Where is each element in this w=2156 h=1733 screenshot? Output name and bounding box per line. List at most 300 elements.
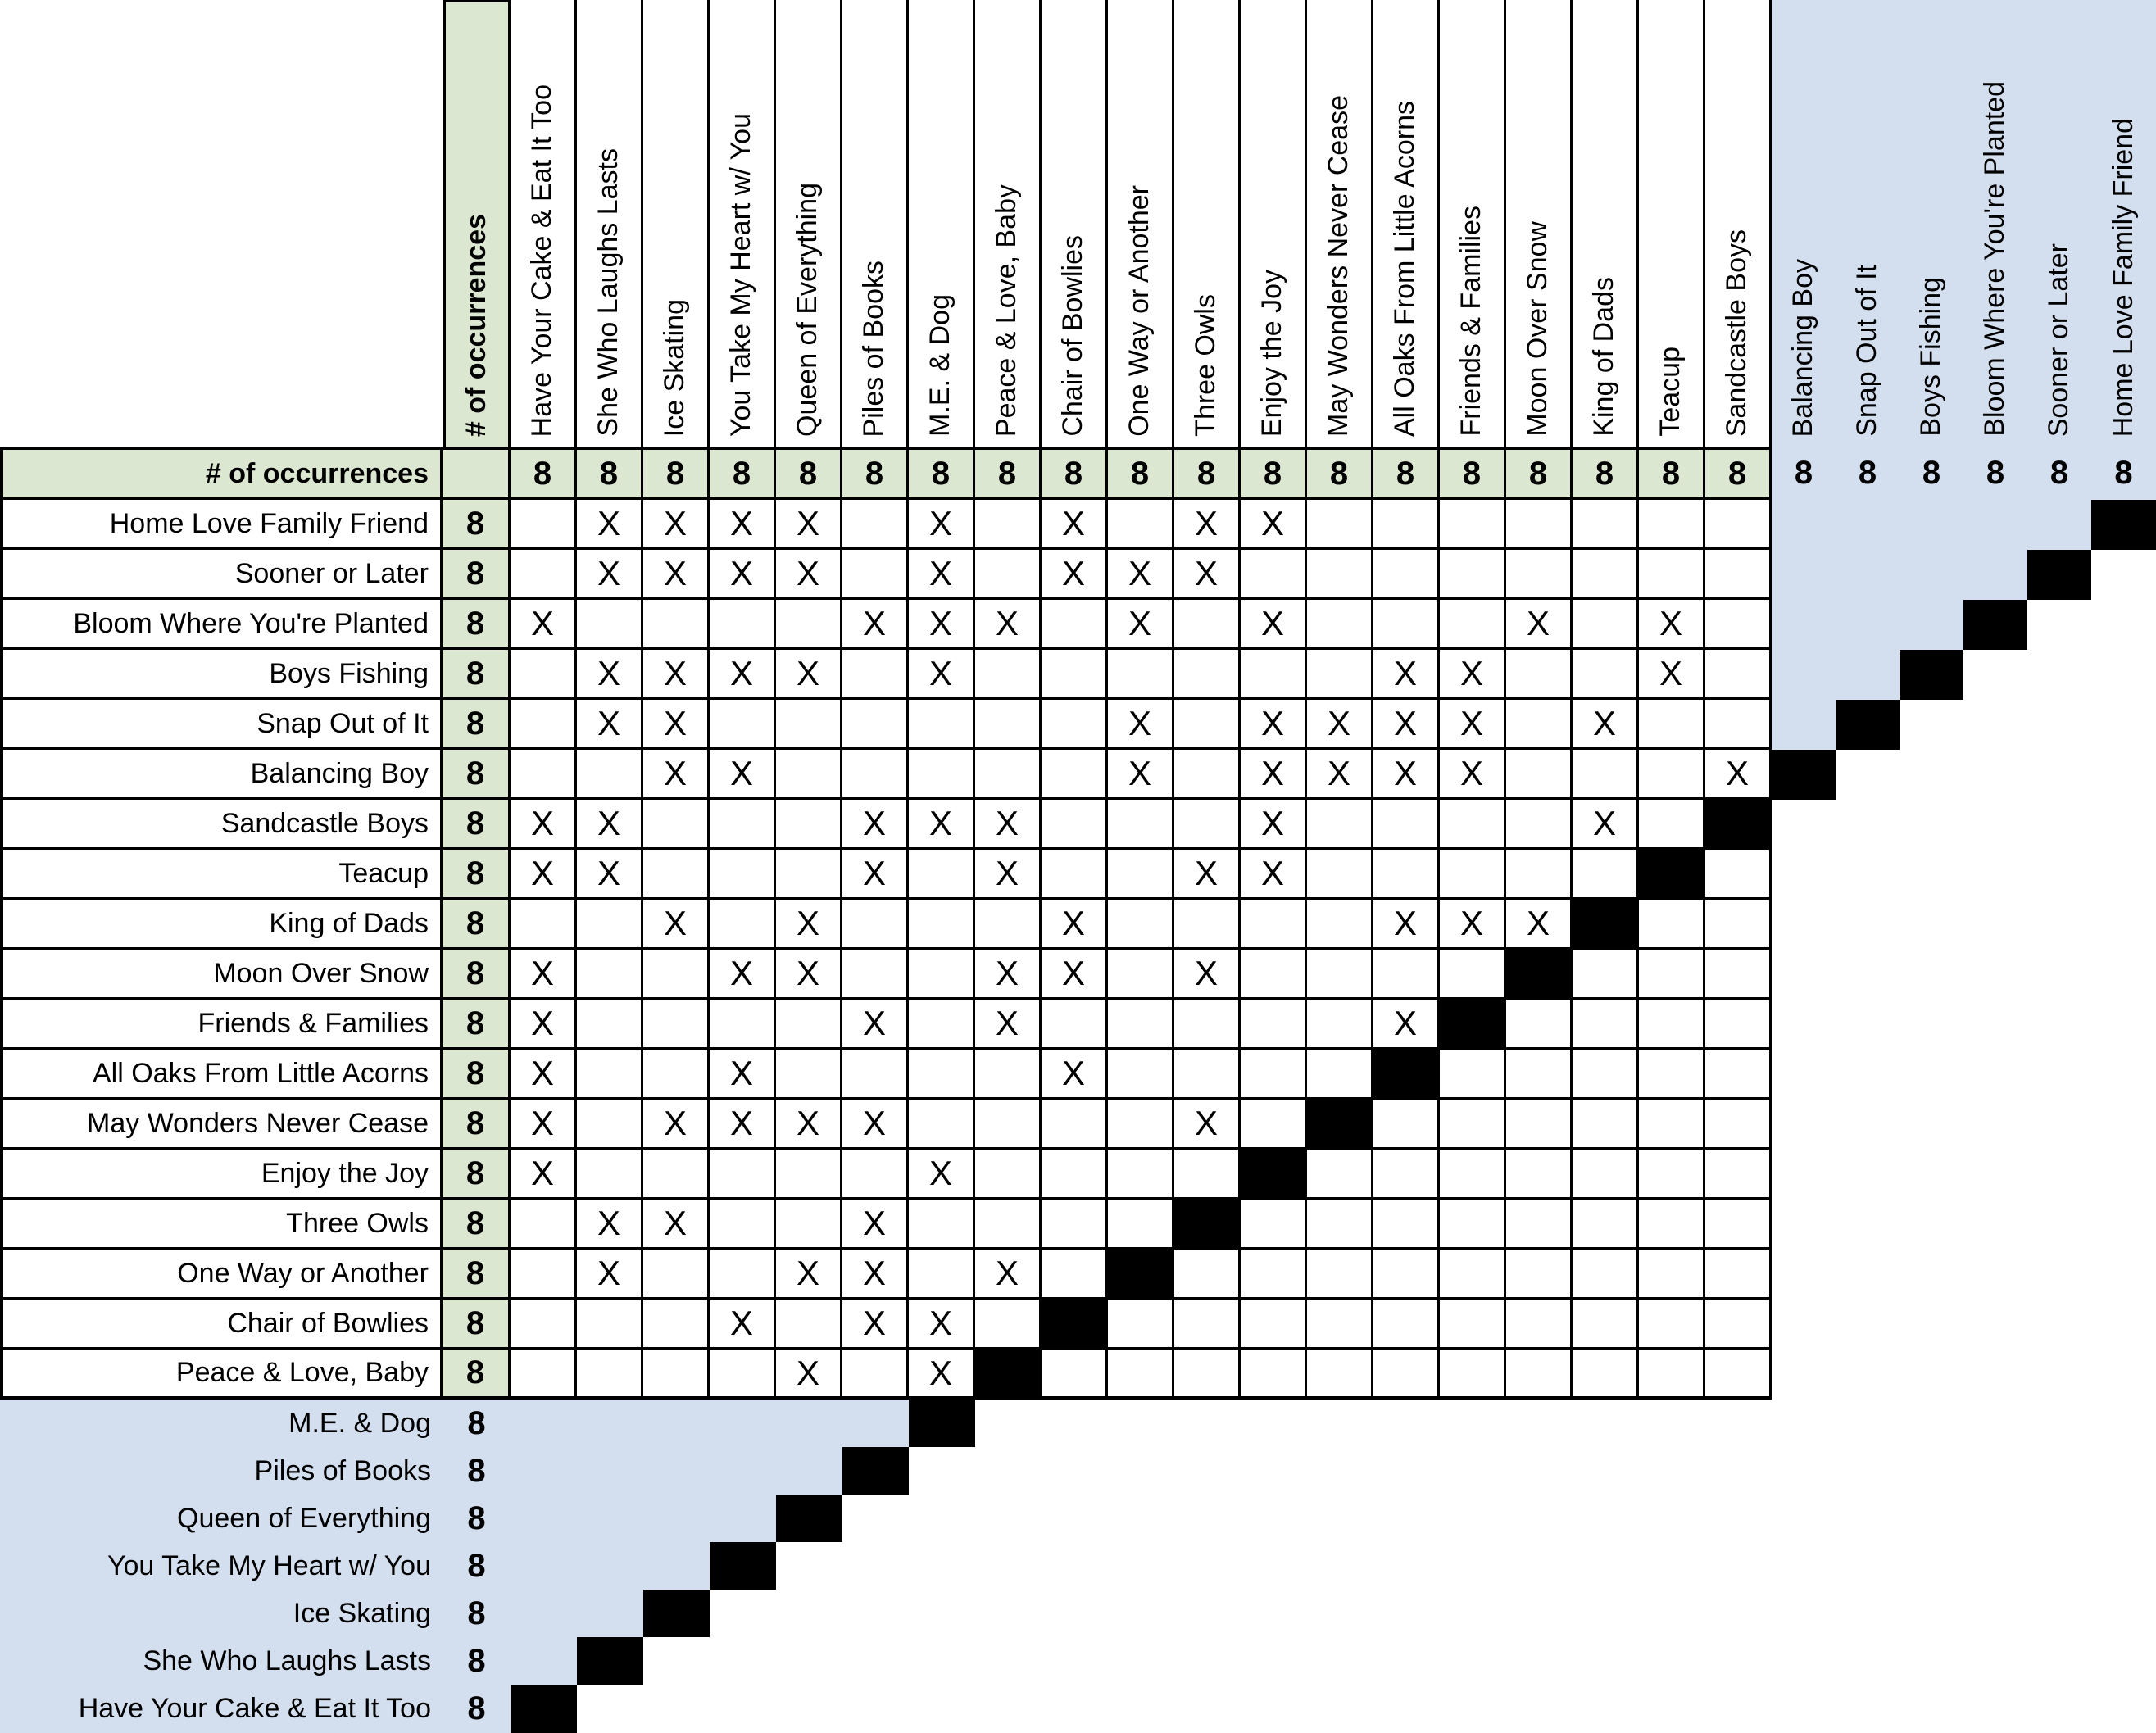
cooccurrence-empty-cell bbox=[577, 950, 643, 1000]
outside-cell bbox=[1900, 700, 1963, 750]
outside-cell bbox=[1241, 1590, 1307, 1637]
cooccurrence-empty-cell bbox=[1440, 550, 1506, 600]
occurrence-count-cell: 8 bbox=[1373, 447, 1440, 500]
outside-cell bbox=[1900, 1447, 1963, 1495]
outside-cell bbox=[1174, 1495, 1241, 1542]
outside-cell bbox=[1506, 1685, 1573, 1733]
outside-cell bbox=[2027, 1400, 2091, 1447]
outside-cell bbox=[1373, 1542, 1440, 1590]
outside-cell bbox=[1241, 1495, 1307, 1542]
outside-cell bbox=[2027, 1542, 2091, 1590]
outside-cell bbox=[1963, 1447, 2027, 1495]
cooccurrence-empty-cell bbox=[1705, 500, 1772, 550]
cooccurrence-empty-cell bbox=[1174, 1150, 1241, 1200]
cooccurrence-empty-cell bbox=[975, 1050, 1042, 1100]
occurrence-count-cell: 8 bbox=[443, 550, 511, 600]
cooccurrence-empty-cell bbox=[1307, 950, 1373, 1000]
cooccurrence-empty-cell bbox=[1440, 1250, 1506, 1300]
outside-cell bbox=[1108, 1590, 1174, 1637]
staircase-cell bbox=[577, 1590, 643, 1637]
cooccurrence-x-cell: X bbox=[577, 650, 643, 700]
outside-cell bbox=[1573, 1542, 1639, 1590]
cooccurrence-empty-cell bbox=[643, 1000, 710, 1050]
cooccurrence-x-cell: X bbox=[1174, 1100, 1241, 1150]
cooccurrence-empty-cell bbox=[1307, 800, 1373, 850]
cooccurrence-empty-cell bbox=[1241, 1100, 1307, 1150]
cooccurrence-x-cell: X bbox=[577, 1250, 643, 1300]
staircase-cell bbox=[1963, 550, 2027, 600]
staircase-cell bbox=[776, 1400, 842, 1447]
cooccurrence-empty-cell bbox=[1705, 650, 1772, 700]
cooccurrence-x-cell: X bbox=[1440, 700, 1506, 750]
outside-cell bbox=[1373, 1685, 1440, 1733]
cooccurrence-empty-cell bbox=[975, 750, 1042, 800]
cooccurrence-x-cell: X bbox=[710, 1300, 776, 1350]
cooccurrence-empty-cell bbox=[1639, 1200, 1705, 1250]
outside-cell bbox=[1772, 1495, 1836, 1542]
column-header bbox=[1174, 0, 1241, 447]
outside-cell bbox=[2027, 1150, 2091, 1200]
cooccurrence-empty-cell bbox=[842, 950, 909, 1000]
row-label: Ice Skating bbox=[0, 1590, 443, 1637]
diagonal-cell bbox=[577, 1637, 643, 1685]
cooccurrence-empty-cell bbox=[842, 700, 909, 750]
cooccurrence-empty-cell bbox=[975, 550, 1042, 600]
outside-cell bbox=[1963, 1400, 2027, 1447]
cooccurrence-x-cell: X bbox=[1108, 700, 1174, 750]
occurrence-count-cell: 8 bbox=[443, 1250, 511, 1300]
cooccurrence-empty-cell bbox=[1108, 800, 1174, 850]
occurrence-count-cell: 8 bbox=[511, 447, 577, 500]
cooccurrence-x-cell: X bbox=[511, 800, 577, 850]
cooccurrence-empty-cell bbox=[842, 550, 909, 600]
outside-cell bbox=[1373, 1495, 1440, 1542]
cooccurrence-empty-cell bbox=[909, 1200, 975, 1250]
cooccurrence-empty-cell bbox=[1042, 1100, 1108, 1150]
outside-cell bbox=[1108, 1685, 1174, 1733]
cooccurrence-empty-cell bbox=[1307, 1300, 1373, 1350]
cooccurrence-x-cell: X bbox=[909, 650, 975, 700]
cooccurrence-empty-cell bbox=[776, 1300, 842, 1350]
cooccurrence-empty-cell bbox=[577, 1100, 643, 1150]
cooccurrence-x-cell: X bbox=[710, 950, 776, 1000]
cooccurrence-x-cell: X bbox=[1639, 600, 1705, 650]
diagonal-cell bbox=[1836, 700, 1900, 750]
column-header-text: Sooner or Later bbox=[2043, 243, 2075, 437]
cooccurrence-empty-cell bbox=[1373, 950, 1440, 1000]
cooccurrence-x-cell: X bbox=[1241, 500, 1307, 550]
cooccurrence-empty-cell bbox=[776, 850, 842, 900]
cooccurrence-empty-cell bbox=[1573, 1150, 1639, 1200]
cooccurrence-empty-cell bbox=[975, 700, 1042, 750]
staircase-cell bbox=[577, 1447, 643, 1495]
outside-cell bbox=[1506, 1400, 1573, 1447]
occurrence-count-cell: 8 bbox=[443, 750, 511, 800]
cooccurrence-empty-cell bbox=[1108, 1000, 1174, 1050]
cooccurrence-empty-cell bbox=[1174, 1350, 1241, 1400]
cooccurrence-empty-cell bbox=[1440, 1300, 1506, 1350]
cooccurrence-empty-cell bbox=[776, 1050, 842, 1100]
cooccurrence-x-cell: X bbox=[1174, 950, 1241, 1000]
diagonal-cell bbox=[1440, 1000, 1506, 1050]
occurrence-count-cell: 8 bbox=[443, 1350, 511, 1400]
outside-cell bbox=[1836, 1447, 1900, 1495]
cooccurrence-empty-cell bbox=[1174, 750, 1241, 800]
staircase-cell bbox=[577, 1495, 643, 1542]
outside-cell bbox=[1900, 1200, 1963, 1250]
cooccurrence-x-cell: X bbox=[776, 900, 842, 950]
staircase-cell bbox=[710, 1447, 776, 1495]
cooccurrence-empty-cell bbox=[1639, 950, 1705, 1000]
cooccurrence-empty-cell bbox=[1042, 800, 1108, 850]
occurrence-count-cell: 8 bbox=[842, 447, 909, 500]
cooccurrence-empty-cell bbox=[1506, 1150, 1573, 1200]
outside-cell bbox=[1440, 1447, 1506, 1495]
column-header bbox=[511, 0, 577, 447]
staircase-cell bbox=[511, 1590, 577, 1637]
outside-cell bbox=[1900, 1637, 1963, 1685]
occurrence-count-cell: 8 bbox=[1705, 447, 1772, 500]
column-header-text: She Who Laughs Lasts bbox=[592, 148, 624, 437]
cooccurrence-x-cell: X bbox=[511, 600, 577, 650]
column-header-text: Have Your Cake & Eat It Too bbox=[526, 84, 558, 437]
outside-cell bbox=[1174, 1637, 1241, 1685]
cooccurrence-x-cell: X bbox=[975, 950, 1042, 1000]
outside-cell bbox=[1772, 1685, 1836, 1733]
outside-cell bbox=[1307, 1447, 1373, 1495]
outside-cell bbox=[1241, 1400, 1307, 1447]
column-header-text: Moon Over Snow bbox=[1522, 221, 1554, 437]
cooccurrence-empty-cell bbox=[1705, 1250, 1772, 1300]
cooccurrence-empty-cell bbox=[776, 750, 842, 800]
outside-cell bbox=[975, 1637, 1042, 1685]
cooccurrence-x-cell: X bbox=[975, 850, 1042, 900]
staircase-cell bbox=[842, 1400, 909, 1447]
cooccurrence-empty-cell bbox=[1307, 900, 1373, 950]
outside-cell bbox=[1042, 1685, 1108, 1733]
cooccurrence-x-cell: X bbox=[1440, 900, 1506, 950]
column-header bbox=[1639, 0, 1705, 447]
column-header bbox=[1836, 0, 1900, 447]
cooccurrence-empty-cell bbox=[1506, 550, 1573, 600]
outside-cell bbox=[842, 1685, 909, 1733]
cooccurrence-x-cell: X bbox=[577, 1200, 643, 1250]
staircase-cell bbox=[710, 1400, 776, 1447]
staircase-cell bbox=[1772, 550, 1836, 600]
staircase-cell bbox=[1772, 600, 1836, 650]
outside-cell bbox=[1900, 1100, 1963, 1150]
cooccurrence-empty-cell bbox=[1705, 1300, 1772, 1350]
occurrence-count-cell: 8 bbox=[1963, 447, 2027, 500]
outside-cell bbox=[2027, 700, 2091, 750]
cooccurrence-empty-cell bbox=[1241, 1300, 1307, 1350]
outside-cell bbox=[1042, 1637, 1108, 1685]
cooccurrence-empty-cell bbox=[1042, 1350, 1108, 1400]
outside-cell bbox=[1307, 1542, 1373, 1590]
diagonal-cell bbox=[1772, 750, 1836, 800]
cooccurrence-empty-cell bbox=[1573, 750, 1639, 800]
outside-cell bbox=[1705, 1447, 1772, 1495]
row-label: Enjoy the Joy bbox=[0, 1150, 443, 1200]
staircase-cell bbox=[1836, 650, 1900, 700]
column-header-text: Ice Skating bbox=[659, 298, 691, 437]
cooccurrence-empty-cell bbox=[1573, 650, 1639, 700]
cooccurrence-x-cell: X bbox=[1506, 600, 1573, 650]
outside-cell bbox=[1042, 1400, 1108, 1447]
staircase-cell bbox=[2027, 500, 2091, 550]
cooccurrence-empty-cell bbox=[1639, 1150, 1705, 1200]
outside-cell bbox=[776, 1590, 842, 1637]
cooccurrence-empty-cell bbox=[1506, 1100, 1573, 1150]
diagonal-cell bbox=[1307, 1100, 1373, 1150]
staircase-cell bbox=[1963, 500, 2027, 550]
cooccurrence-x-cell: X bbox=[1573, 800, 1639, 850]
staircase-cell bbox=[643, 1447, 710, 1495]
occurrence-count-cell: 8 bbox=[443, 500, 511, 550]
cooccurrence-empty-cell bbox=[1573, 1100, 1639, 1150]
outside-cell bbox=[975, 1590, 1042, 1637]
outside-cell bbox=[2027, 1000, 2091, 1050]
cooccurrence-x-cell: X bbox=[1174, 550, 1241, 600]
cooccurrence-empty-cell bbox=[511, 1200, 577, 1250]
cooccurrence-empty-cell bbox=[511, 1350, 577, 1400]
outside-cell bbox=[1042, 1590, 1108, 1637]
staircase-cell bbox=[511, 1447, 577, 1495]
cooccurrence-empty-cell bbox=[776, 1150, 842, 1200]
cooccurrence-empty-cell bbox=[1174, 650, 1241, 700]
outside-cell bbox=[2091, 550, 2156, 600]
cooccurrence-empty-cell bbox=[1373, 1100, 1440, 1150]
cooccurrence-x-cell: X bbox=[710, 550, 776, 600]
cooccurrence-x-cell: X bbox=[1042, 500, 1108, 550]
cooccurrence-empty-cell bbox=[909, 1100, 975, 1150]
occurrence-count-cell: 8 bbox=[443, 1495, 511, 1542]
diagonal-cell bbox=[1108, 1250, 1174, 1300]
cooccurrence-x-cell: X bbox=[1573, 700, 1639, 750]
outside-cell bbox=[1772, 1100, 1836, 1150]
occurrences-column-header-text: # of occurrences bbox=[461, 213, 492, 437]
cooccurrence-x-cell: X bbox=[842, 850, 909, 900]
row-label: Teacup bbox=[0, 850, 443, 900]
cooccurrence-empty-cell bbox=[1373, 600, 1440, 650]
cooccurrence-x-cell: X bbox=[909, 500, 975, 550]
row-label: Chair of Bowlies bbox=[0, 1300, 443, 1350]
outside-cell bbox=[1900, 1542, 1963, 1590]
outside-cell bbox=[842, 1495, 909, 1542]
column-header bbox=[643, 0, 710, 447]
cooccurrence-empty-cell bbox=[1241, 1250, 1307, 1300]
cooccurrence-x-cell: X bbox=[710, 1100, 776, 1150]
cooccurrence-empty-cell bbox=[710, 1150, 776, 1200]
cooccurrence-empty-cell bbox=[1506, 850, 1573, 900]
column-header bbox=[1307, 0, 1373, 447]
cooccurrence-x-cell: X bbox=[975, 600, 1042, 650]
cooccurrence-x-cell: X bbox=[1108, 600, 1174, 650]
outside-cell bbox=[2091, 1000, 2156, 1050]
cooccurrence-empty-cell bbox=[1573, 1050, 1639, 1100]
outside-cell bbox=[1705, 1590, 1772, 1637]
cooccurrence-empty-cell bbox=[1639, 900, 1705, 950]
cooccurrence-empty-cell bbox=[1307, 850, 1373, 900]
outside-cell bbox=[1836, 1050, 1900, 1100]
cooccurrence-empty-cell bbox=[909, 1050, 975, 1100]
cooccurrence-empty-cell bbox=[975, 1100, 1042, 1150]
cooccurrence-empty-cell bbox=[776, 1000, 842, 1050]
cooccurrence-empty-cell bbox=[1705, 1150, 1772, 1200]
occurrence-count-cell: 8 bbox=[443, 1050, 511, 1100]
outside-cell bbox=[975, 1685, 1042, 1733]
occurrence-count-cell: 8 bbox=[909, 447, 975, 500]
outside-cell bbox=[776, 1542, 842, 1590]
outside-cell bbox=[1573, 1590, 1639, 1637]
cooccurrence-empty-cell bbox=[1573, 500, 1639, 550]
outside-cell bbox=[909, 1447, 975, 1495]
column-header-text: Three Owls bbox=[1190, 294, 1222, 437]
cooccurrence-empty-cell bbox=[710, 800, 776, 850]
cooccurrence-empty-cell bbox=[1639, 1350, 1705, 1400]
cooccurrence-x-cell: X bbox=[577, 550, 643, 600]
outside-cell bbox=[842, 1542, 909, 1590]
occurrence-count-cell: 8 bbox=[443, 800, 511, 850]
cooccurrence-empty-cell bbox=[1440, 950, 1506, 1000]
staircase-cell bbox=[577, 1400, 643, 1447]
outside-cell bbox=[1307, 1590, 1373, 1637]
outside-cell bbox=[1573, 1447, 1639, 1495]
cooccurrence-empty-cell bbox=[842, 1050, 909, 1100]
occurrence-count-cell: 8 bbox=[443, 850, 511, 900]
row-label: Boys Fishing bbox=[0, 650, 443, 700]
occurrence-count-cell: 8 bbox=[443, 1637, 511, 1685]
cooccurrence-empty-cell bbox=[1506, 700, 1573, 750]
cooccurrence-empty-cell bbox=[909, 750, 975, 800]
outside-cell bbox=[1440, 1542, 1506, 1590]
outside-cell bbox=[1900, 1250, 1963, 1300]
cooccurrence-x-cell: X bbox=[710, 750, 776, 800]
column-header bbox=[2091, 0, 2156, 447]
outside-cell bbox=[2027, 900, 2091, 950]
outside-cell bbox=[2027, 1590, 2091, 1637]
staircase-cell bbox=[1772, 700, 1836, 750]
cooccurrence-empty-cell bbox=[1705, 900, 1772, 950]
cooccurrence-empty-cell bbox=[1573, 550, 1639, 600]
row-label: Have Your Cake & Eat It Too bbox=[0, 1685, 443, 1733]
cooccurrence-empty-cell bbox=[1373, 1150, 1440, 1200]
cooccurrence-empty-cell bbox=[1705, 850, 1772, 900]
outside-cell bbox=[2091, 1542, 2156, 1590]
cooccurrence-x-cell: X bbox=[842, 800, 909, 850]
cooccurrence-x-cell: X bbox=[909, 1150, 975, 1200]
outside-cell bbox=[842, 1590, 909, 1637]
cooccurrence-empty-cell bbox=[710, 1000, 776, 1050]
column-header-text: Chair of Bowlies bbox=[1057, 235, 1089, 437]
column-header-text: Queen of Everything bbox=[792, 183, 824, 437]
outside-cell bbox=[1900, 750, 1963, 800]
cooccurrence-x-cell: X bbox=[776, 1350, 842, 1400]
cooccurrence-empty-cell bbox=[1108, 1050, 1174, 1100]
occurrence-count-cell: 8 bbox=[1042, 447, 1108, 500]
cooccurrence-empty-cell bbox=[1174, 1300, 1241, 1350]
cooccurrence-empty-cell bbox=[1506, 500, 1573, 550]
outside-cell bbox=[710, 1637, 776, 1685]
column-header-text: Bloom Where You're Planted bbox=[1979, 81, 2011, 437]
outside-cell bbox=[776, 1685, 842, 1733]
cooccurrence-empty-cell bbox=[1108, 950, 1174, 1000]
cooccurrence-empty-cell bbox=[1639, 1050, 1705, 1100]
occurrence-count-cell: 8 bbox=[443, 700, 511, 750]
row-label: M.E. & Dog bbox=[0, 1400, 443, 1447]
cooccurrence-empty-cell bbox=[909, 700, 975, 750]
outside-cell bbox=[1963, 1100, 2027, 1150]
outside-cell bbox=[1506, 1495, 1573, 1542]
cooccurrence-empty-cell bbox=[643, 850, 710, 900]
column-header bbox=[909, 0, 975, 447]
cooccurrence-empty-cell bbox=[1307, 1000, 1373, 1050]
diagonal-cell bbox=[1573, 900, 1639, 950]
diagonal-cell bbox=[2091, 500, 2156, 550]
outside-cell bbox=[2027, 1447, 2091, 1495]
cooccurrence-empty-cell bbox=[1440, 800, 1506, 850]
outside-cell bbox=[1639, 1685, 1705, 1733]
cooccurrence-empty-cell bbox=[1241, 1000, 1307, 1050]
row-label: King of Dads bbox=[0, 900, 443, 950]
outside-cell bbox=[1963, 850, 2027, 900]
staircase-cell bbox=[710, 1495, 776, 1542]
occurrence-count-cell: 8 bbox=[1307, 447, 1373, 500]
occurrence-count-cell: 8 bbox=[776, 447, 842, 500]
cooccurrence-empty-cell bbox=[643, 1050, 710, 1100]
cooccurrence-empty-cell bbox=[1573, 850, 1639, 900]
column-header-text: All Oaks From Little Acorns bbox=[1389, 100, 1421, 437]
staircase-cell bbox=[577, 1542, 643, 1590]
diagonal-cell bbox=[1963, 600, 2027, 650]
row-label: All Oaks From Little Acorns bbox=[0, 1050, 443, 1100]
cooccurrence-empty-cell bbox=[1241, 1350, 1307, 1400]
cooccurrence-empty-cell bbox=[577, 1050, 643, 1100]
outside-cell bbox=[1963, 650, 2027, 700]
outside-cell bbox=[1108, 1447, 1174, 1495]
row-label: Sooner or Later bbox=[0, 550, 443, 600]
outside-cell bbox=[2027, 600, 2091, 650]
cooccurrence-empty-cell bbox=[1307, 1350, 1373, 1400]
cooccurrence-empty-cell bbox=[1108, 1150, 1174, 1200]
cooccurrence-empty-cell bbox=[1373, 850, 1440, 900]
row-label: Queen of Everything bbox=[0, 1495, 443, 1542]
header-spacer bbox=[0, 0, 443, 447]
column-header bbox=[1573, 0, 1639, 447]
outside-cell bbox=[1963, 750, 2027, 800]
cooccurrence-x-cell: X bbox=[511, 950, 577, 1000]
outside-cell bbox=[1772, 1250, 1836, 1300]
outside-cell bbox=[1772, 1300, 1836, 1350]
outside-cell bbox=[1963, 1000, 2027, 1050]
staircase-cell bbox=[511, 1542, 577, 1590]
outside-cell bbox=[1836, 750, 1900, 800]
staircase-cell bbox=[643, 1542, 710, 1590]
outside-cell bbox=[1836, 1200, 1900, 1250]
cooccurrence-empty-cell bbox=[710, 600, 776, 650]
cooccurrence-empty-cell bbox=[643, 1150, 710, 1200]
cooccurrence-empty-cell bbox=[1639, 1250, 1705, 1300]
cooccurrence-empty-cell bbox=[1108, 900, 1174, 950]
row-label: One Way or Another bbox=[0, 1250, 443, 1300]
occurrence-count-cell: 8 bbox=[1241, 447, 1307, 500]
column-header bbox=[842, 0, 909, 447]
cooccurrence-empty-cell bbox=[842, 1350, 909, 1400]
cooccurrence-empty-cell bbox=[710, 1200, 776, 1250]
diagonal-cell bbox=[1639, 850, 1705, 900]
outside-cell bbox=[1174, 1685, 1241, 1733]
cooccurrence-x-cell: X bbox=[511, 1100, 577, 1150]
